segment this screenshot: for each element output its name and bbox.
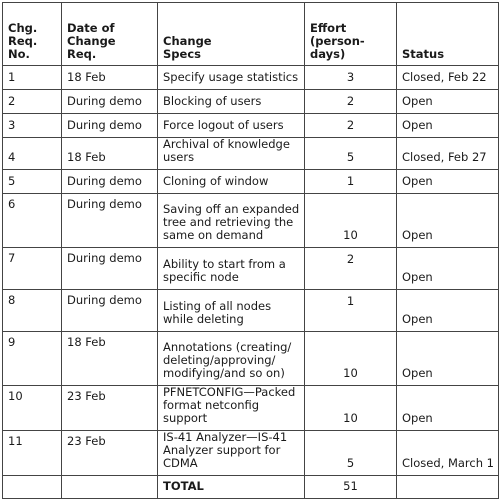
cell-req-no: 10 — [3, 386, 62, 431]
cell-spec: PFNETCONFIG—Packed format netconfig support — [158, 386, 305, 431]
cell-date: During demo — [62, 114, 158, 138]
cell-spec: Specify usage statistics — [158, 66, 305, 90]
table-header-row — [3, 3, 499, 66]
header-effort: Effort (person-days) — [305, 3, 397, 66]
cell-date: 23 Feb — [62, 386, 158, 431]
cell-status: Open — [397, 90, 499, 114]
table-row — [3, 66, 499, 90]
cell-date: During demo — [62, 290, 158, 332]
header-date: Date of Change Req. — [62, 3, 158, 66]
cell-date: 18 Feb — [62, 66, 158, 90]
cell-effort: 10 — [305, 194, 397, 248]
cell-spec: Force logout of users — [158, 114, 305, 138]
cell-spec: Ability to start from a specific node — [158, 248, 305, 290]
cell-spec: Blocking of users — [158, 90, 305, 114]
cell-effort: 2 — [305, 90, 397, 114]
cell-status: Open — [397, 248, 499, 290]
total-row — [3, 476, 499, 499]
total-empty-cell — [62, 476, 158, 499]
total-effort: 51 — [305, 476, 397, 499]
total-label: TOTAL — [158, 476, 305, 499]
cell-req-no: 7 — [3, 248, 62, 290]
cell-date: 18 Feb — [62, 332, 158, 386]
cell-status: Open — [397, 170, 499, 194]
cell-spec: IS-41 Analyzer—IS-41 Analyzer support for CDMA — [158, 431, 305, 476]
cell-spec: Cloning of window — [158, 170, 305, 194]
cell-date: 23 Feb — [62, 431, 158, 476]
cell-date: During demo — [62, 194, 158, 248]
table-row — [3, 90, 499, 114]
header-specs: Change Specs — [158, 3, 305, 66]
table-row — [3, 138, 499, 170]
header-status: Status — [397, 3, 499, 66]
cell-effort: 1 — [305, 170, 397, 194]
cell-date: During demo — [62, 170, 158, 194]
cell-spec: Listing of all nodes while deleting — [158, 290, 305, 332]
table-row — [3, 386, 499, 431]
cell-status: Open — [397, 386, 499, 431]
cell-req-no: 6 — [3, 194, 62, 248]
cell-effort: 2 — [305, 248, 397, 290]
total-empty-cell — [3, 476, 62, 499]
cell-req-no: 11 — [3, 431, 62, 476]
cell-req-no: 1 — [3, 66, 62, 90]
cell-date: During demo — [62, 248, 158, 290]
cell-spec: Archival of knowledge users — [158, 138, 305, 170]
cell-effort: 3 — [305, 66, 397, 90]
cell-spec: Annotations (creating/ deleting/approving/ modifying/and so on) — [158, 332, 305, 386]
table-row — [3, 290, 499, 332]
cell-req-no: 2 — [3, 90, 62, 114]
cell-status: Open — [397, 194, 499, 248]
total-empty-cell — [397, 476, 499, 499]
table-row — [3, 114, 499, 138]
cell-status: Closed, Feb 27 — [397, 138, 499, 170]
cell-date: During demo — [62, 90, 158, 114]
change-request-table — [2, 2, 499, 499]
cell-req-no: 8 — [3, 290, 62, 332]
cell-req-no: 9 — [3, 332, 62, 386]
cell-effort: 5 — [305, 431, 397, 476]
table-row — [3, 332, 499, 386]
header-req-no: Chg. Req. No. — [3, 3, 62, 66]
cell-status: Open — [397, 332, 499, 386]
cell-status: Open — [397, 114, 499, 138]
cell-effort: 2 — [305, 114, 397, 138]
cell-req-no: 3 — [3, 114, 62, 138]
cell-status: Open — [397, 290, 499, 332]
cell-status: Closed, Feb 22 — [397, 66, 499, 90]
table-row — [3, 431, 499, 476]
cell-req-no: 5 — [3, 170, 62, 194]
cell-effort: 1 — [305, 290, 397, 332]
cell-effort: 10 — [305, 386, 397, 431]
cell-spec: Saving off an expanded tree and retrieving the same on demand — [158, 194, 305, 248]
table-row — [3, 170, 499, 194]
cell-req-no: 4 — [3, 138, 62, 170]
cell-status: Closed, March 1 — [397, 431, 499, 476]
table-row — [3, 194, 499, 248]
cell-effort: 5 — [305, 138, 397, 170]
table-row — [3, 248, 499, 290]
cell-effort: 10 — [305, 332, 397, 386]
cell-date: 18 Feb — [62, 138, 158, 170]
